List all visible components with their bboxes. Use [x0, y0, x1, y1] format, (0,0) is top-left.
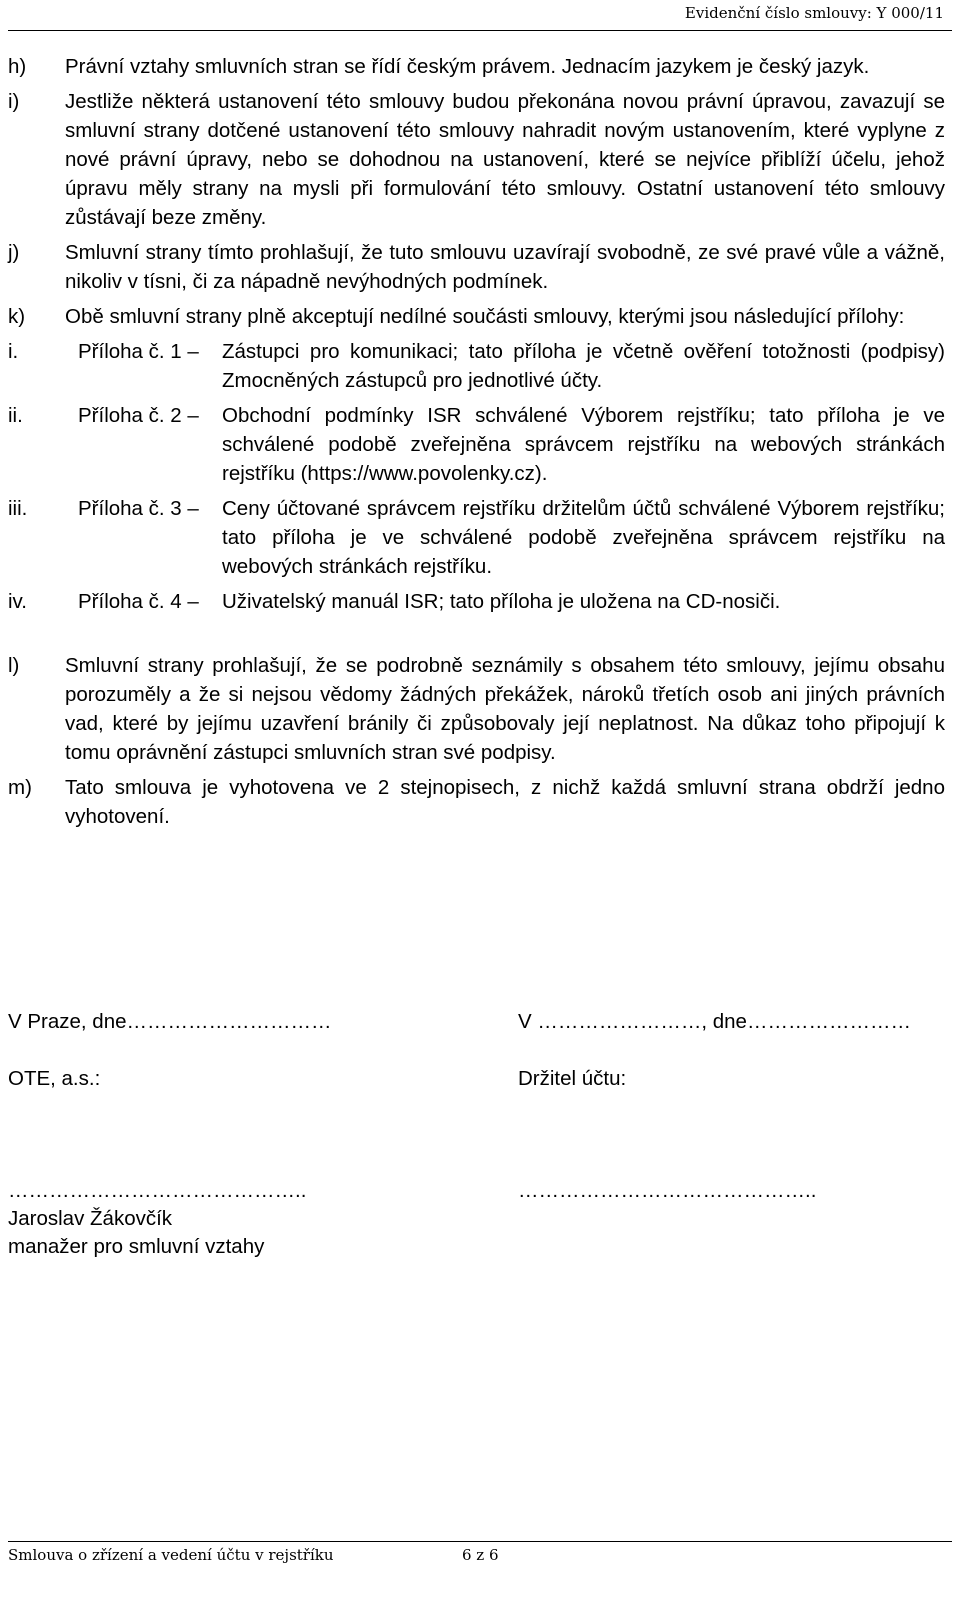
signature-line-left: ……………………………………..	[8, 1179, 307, 1202]
attachment-text: Uživatelský manuál ISR; tato příloha je uložena na CD-nosiči.	[222, 590, 781, 613]
clause-text: Jestliže některá ustanovení této smlouvy budou překonána novou právní úpravou, zavazují se smluvní strany dotčené ustanovení této smlouvy nahradit novým ustanovením, které vyplyne z nové právní úpravy, nebo se dohodnou na ustanovení, které se nejvíce přiblíží účelu, jehož úpravu měly strany na mysli při formulování této smlouvy. Ostatní ustanovení této smlouvy zůstávají beze změny.	[65, 90, 945, 229]
page-number: 6 z 6	[462, 1546, 499, 1564]
signatory-name: Jaroslav Žákovčík	[8, 1207, 173, 1230]
attachment-text: Zástupci pro komunikaci; tato příloha je včetně ověření totožnosti (podpisy) Zmocněných zástupců pro jednotlivé účty.	[222, 340, 945, 392]
attachment-label: i.	[8, 340, 19, 363]
attachment-1	[0, 337, 960, 395]
clause-label: k)	[8, 305, 26, 328]
attachment-label: iv.	[8, 590, 27, 613]
clause-h	[0, 52, 960, 81]
clause-label: m)	[8, 776, 32, 799]
signature-place-left: V Praze, dne…………………………	[8, 1010, 332, 1033]
attachment-title: Příloha č. 2 –	[78, 404, 199, 427]
footer-document-title: Smlouva o zřízení a vedení účtu v rejstříku	[8, 1546, 334, 1564]
signatory-role: manažer pro smluvní vztahy	[8, 1235, 265, 1258]
header-divider	[8, 30, 952, 31]
attachment-label: ii.	[8, 404, 23, 427]
attachment-3	[0, 494, 960, 581]
signature-party-left: OTE, a.s.:	[8, 1067, 101, 1090]
clause-text: Obě smluvní strany plně akceptují nedílné součásti smlouvy, kterými jsou následující přílohy:	[65, 305, 905, 328]
clause-m	[0, 773, 960, 831]
attachment-label: iii.	[8, 497, 28, 520]
clause-text: Tato smlouva je vyhotovena ve 2 stejnopisech, z nichž každá smluvní strana obdrží jedno vyhotovení.	[65, 776, 945, 828]
signature-place-right: V ……………………, dne……………………	[518, 1010, 911, 1033]
attachment-2	[0, 401, 960, 488]
clause-text: Právní vztahy smluvních stran se řídí českým právem. Jednacím jazykem je český jazyk.	[65, 55, 870, 78]
contract-body	[0, 52, 960, 831]
clause-label: h)	[8, 55, 27, 78]
clause-j	[0, 238, 960, 296]
clause-label: i)	[8, 90, 20, 113]
attachment-title: Příloha č. 3 –	[78, 497, 199, 520]
clause-label: l)	[8, 654, 20, 677]
signature-party-right: Držitel účtu:	[518, 1067, 627, 1090]
attachment-title: Příloha č. 1 –	[78, 340, 199, 363]
clause-l	[0, 651, 960, 767]
attachment-text: Obchodní podmínky ISR schválené Výborem rejstříku; tato příloha je ve schválené podobě zveřejněna správcem rejstříku na webových stránkách rejstříku (https://www.povolenky.cz).	[222, 404, 945, 485]
clause-label: j)	[8, 241, 20, 264]
clause-text: Smluvní strany tímto prohlašují, že tuto smlouvu uzavírají svobodně, ze své pravé vůle a vážně, nikoliv v tísni, či za nápadně nevýhodných podmínek.	[65, 241, 945, 293]
signature-line-right: ……………………………………..	[518, 1179, 817, 1202]
attachment-title: Příloha č. 4 –	[78, 590, 199, 613]
footer-divider	[8, 1541, 952, 1542]
clause-k	[0, 302, 960, 331]
clause-i	[0, 87, 960, 232]
clause-text: Smluvní strany prohlašují, že se podrobně seznámily s obsahem této smlouvy, jejímu obsahu porozuměly a že si nejsou vědomy žádných překážek, nároků třetích osob ani jiných právních vad, které by jejímu uzavření bránily či způsobovaly její neplatnost. Na důkaz toho připojují k tomu oprávnění zástupci smluvních stran své podpisy.	[65, 654, 945, 764]
contract-number-header: Evidenční číslo smlouvy: Y 000/11	[684, 4, 944, 22]
attachment-text: Ceny účtované správcem rejstříku držitelům účtů schválené Výborem rejstříku; tato příloha je ve schválené podobě zveřejněna správcem rejstříku na webových stránkách rejstříku.	[222, 497, 945, 578]
attachment-4	[0, 587, 960, 616]
